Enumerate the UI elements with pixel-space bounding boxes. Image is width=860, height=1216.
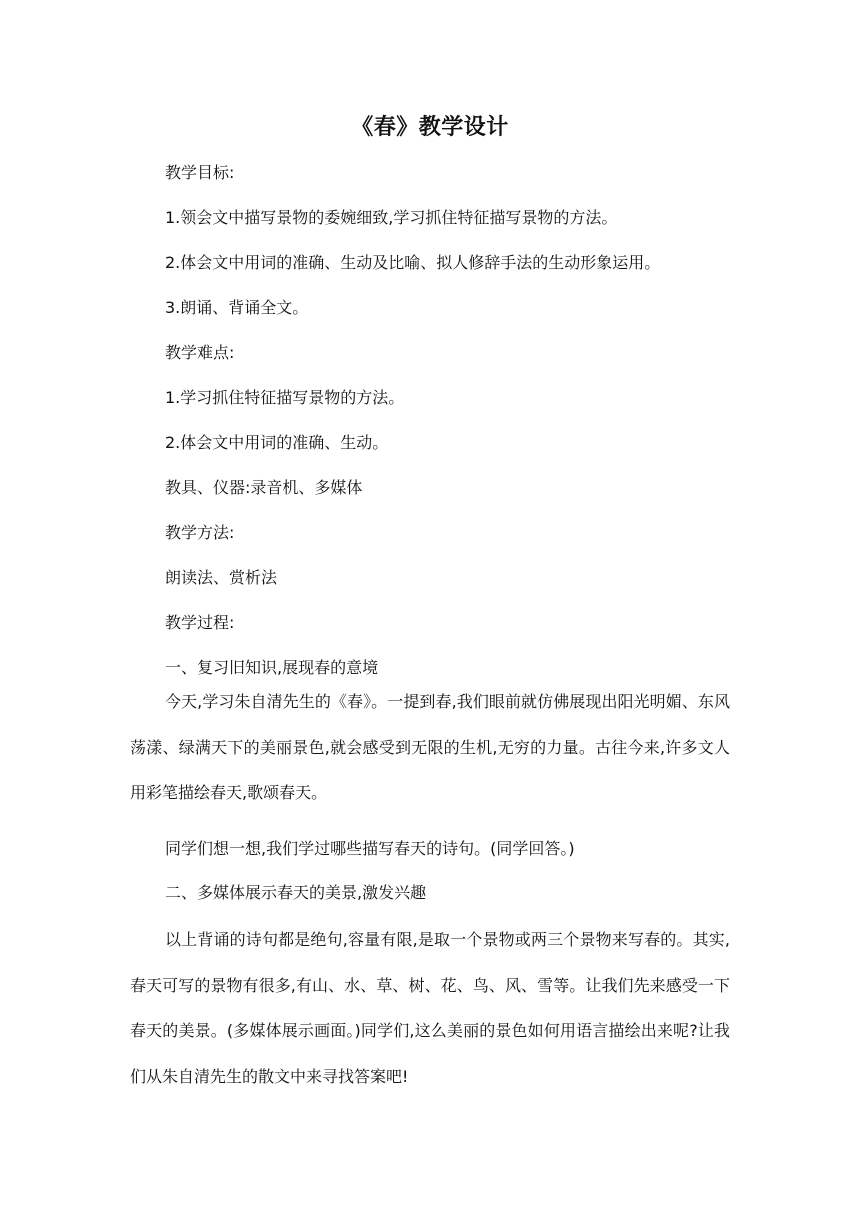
difficulty-item-2: 2.体会文中用词的准确、生动。 — [165, 433, 389, 452]
difficulty-item-1: 1.学习抓住特征描写景物的方法。 — [165, 388, 405, 407]
teaching-tools: 教具、仪器:录音机、多媒体 — [165, 478, 363, 497]
objectives-heading: 教学目标: — [165, 163, 235, 182]
section-2-heading: 二、多媒体展示春天的美景,激发兴趣 — [165, 883, 427, 902]
section-1-heading: 一、复习旧知识,展现春的意境 — [165, 658, 379, 677]
methods-text: 朗读法、赏析法 — [165, 568, 278, 587]
objective-item-2: 2.体会文中用词的准确、生动及比喻、拟人修辞手法的生动形象运用。 — [165, 253, 661, 272]
objective-item-3: 3.朗诵、背诵全文。 — [165, 298, 309, 317]
difficulties-heading: 教学难点: — [165, 343, 235, 362]
section-1-paragraph-1: 今天,学习朱自清先生的《春》。一提到春,我们眼前就仿佛展现出阳光明媚、东风荡漾、绿满天下的美丽景色,就会感受到无限的生机,无穷的力量。古往今来,许多文人用彩笔描绘春天,歌颂春天。 — [130, 692, 730, 802]
objective-item-1: 1.领会文中描写景物的委婉细致,学习抓住特征描写景物的方法。 — [165, 208, 618, 227]
section-1-paragraph-2: 同学们想一想,我们学过哪些描写春天的诗句。(同学回答。) — [165, 839, 575, 858]
section-2-paragraph-1: 以上背诵的诗句都是绝句,容量有限,是取一个景物或两三个景物来写春的。其实,春天可写的景物有很多,有山、水、草、树、花、鸟、风、雪等。让我们先来感受一下春天的美景。(多媒体展示画面。)同学们,这么美丽的景色如何用语言描绘出来呢?让我们从朱自清先生的散文中来寻找答案吧! — [130, 930, 730, 1086]
document-title: 《春》教学设计 — [351, 115, 509, 140]
methods-heading: 教学方法: — [165, 523, 235, 542]
process-heading: 教学过程: — [165, 613, 235, 632]
